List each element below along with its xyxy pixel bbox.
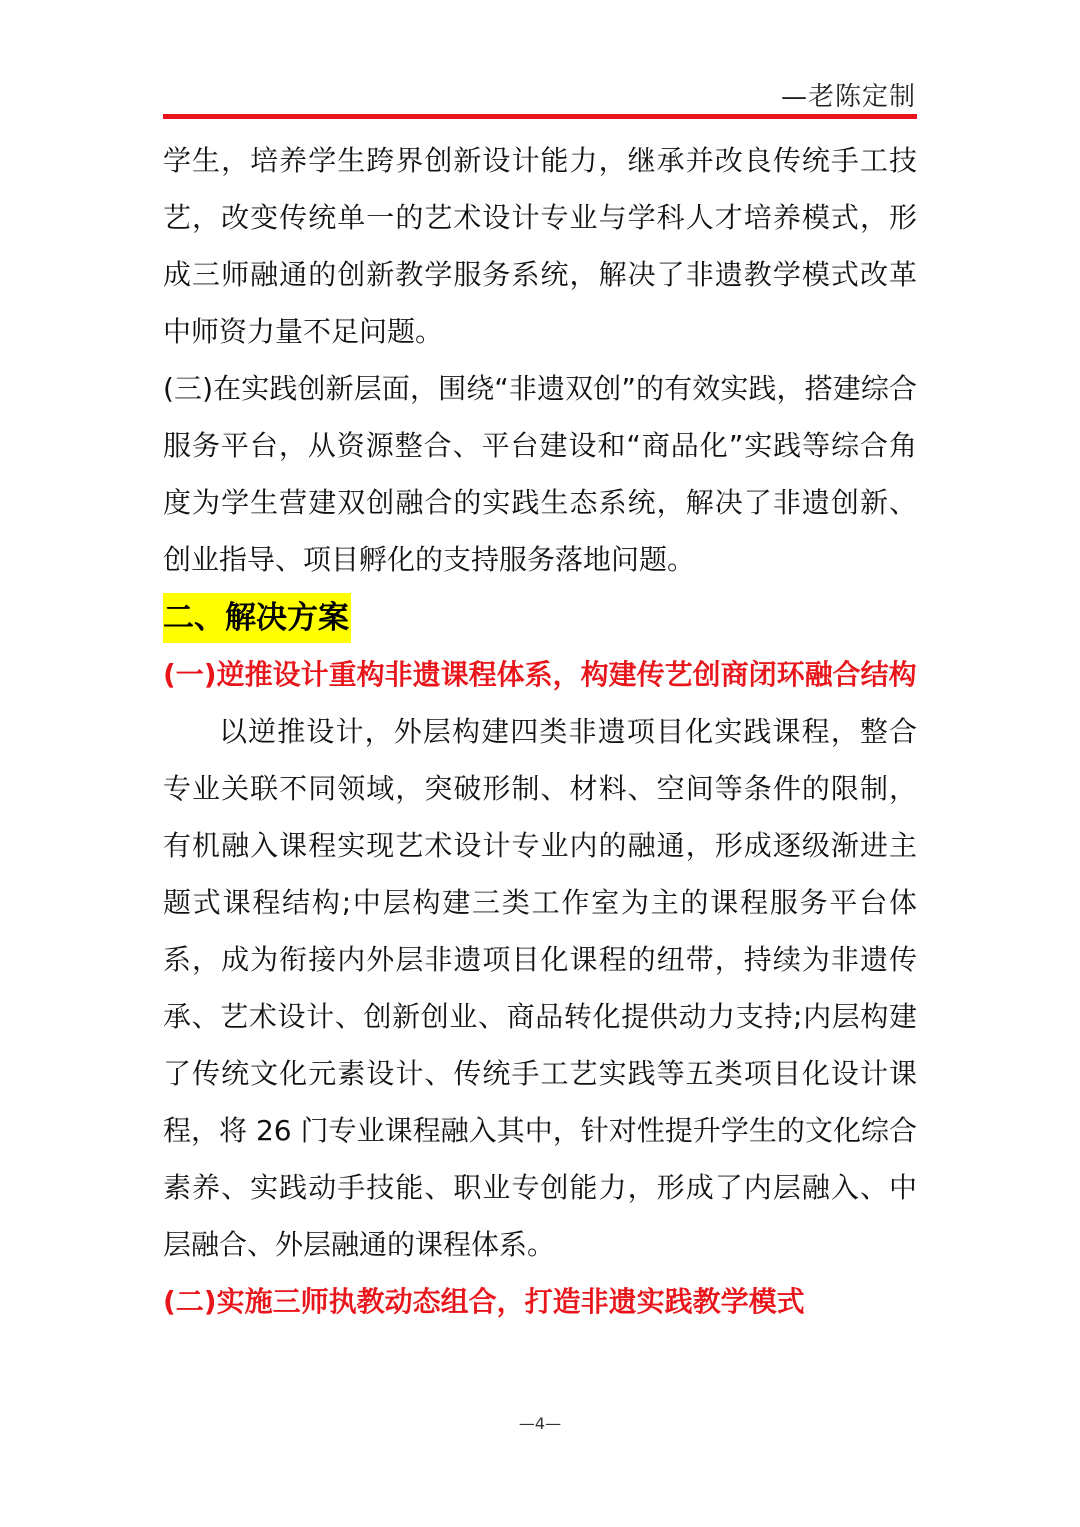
body-paragraph-2: (三)在实践创新层面，围绕“非遗双创”的有效实践，搭建综合服务平台，从资源整合、平台建设和“商品化”实践等综合角度为学生营建双创融合的实践生态系统，解决了非遗创新、创业指导、项目孵化的支持服务落地问题。	[163, 372, 917, 576]
body-paragraph-3: 以逆推设计，外层构建四类非遗项目化实践课程，整合专业关联不同领域，突破形制、材料、空间等条件的限制，有机融入课程实现艺术设计专业内的融通，形成逐级渐进主题式课程结构;中层构建三类工作室为主的课程服务平台体系，成为衔接内外层非遗项目化课程的纽带，持续为非遗传承、艺术设计、创新创业、商品转化提供动力支持;内层构建了传统文化元素设计、传统手工艺实践等五类项目化设计课程，将 26 门专业课程融入其中，针对性提升学生的文化综合素养、实践动手技能、职业专创能力，形成了内层融入、中层融合、外层融通的课程体系。	[163, 715, 917, 1261]
section-heading-wrapper	[163, 588, 917, 646]
header-divider	[163, 114, 917, 119]
subsection-heading-2: (二)实施三师执教动态组合，打造非遗实践教学模式	[163, 1285, 805, 1318]
page-number: —4—	[518, 1414, 562, 1433]
subsection-heading-1: (一)逆推设计重构非遗课程体系，构建传艺创商闭环融合结构	[163, 658, 917, 691]
body-paragraph-1: 学生，培养学生跨界创新设计能力，继承并改良传统手工技艺，改变传统单一的艺术设计专业与学科人才培养模式，形成三师融通的创新教学服务系统，解决了非遗教学模式改革中师资力量不足问题。	[163, 144, 917, 348]
header-title: —老陈定制	[780, 82, 916, 112]
document-body	[163, 132, 917, 1330]
section-heading: 二、解决方案	[163, 593, 351, 643]
